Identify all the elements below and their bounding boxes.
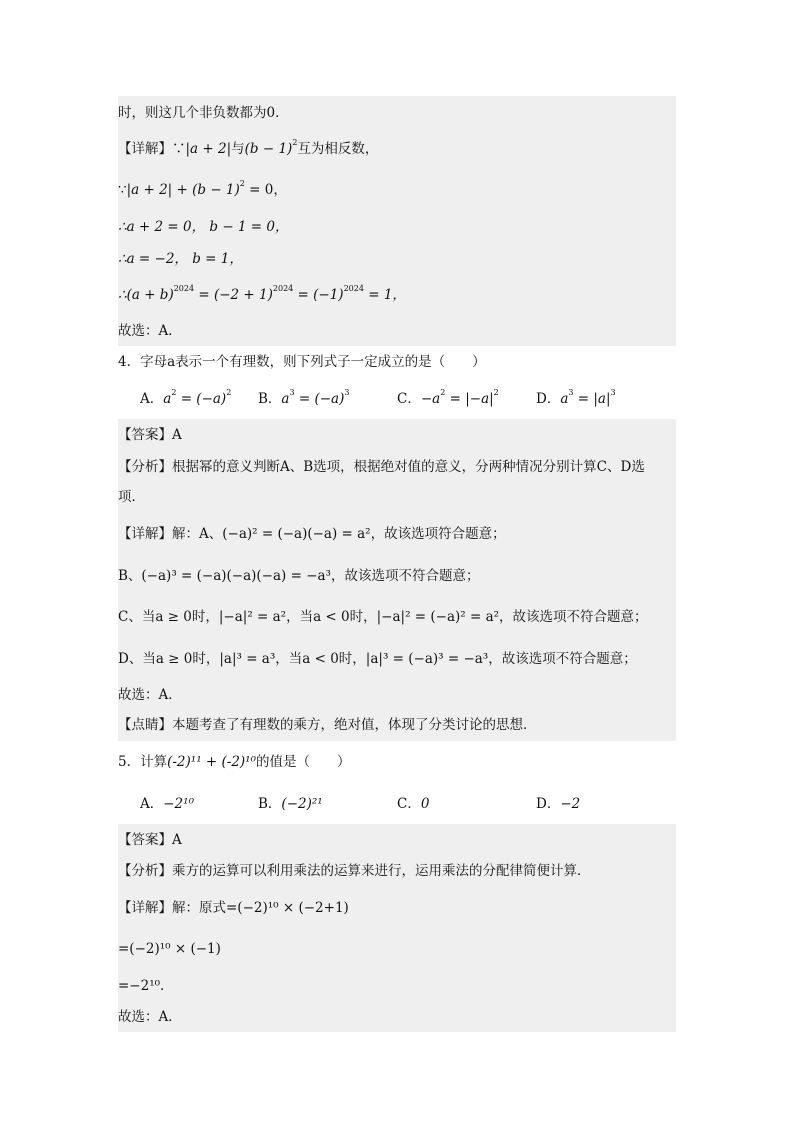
detail-line-1: 【详解】∵|a + 2|与$(b - 1)^2$互为相反数， xyxy=(118,138,379,157)
detail-line-5: ∴(a + $b)^{2024} = (-2 + 1)^{2024} = (-1)^{2024} = 1$， xyxy=(118,284,406,303)
q4-analysis-1: 【分析】根据幂的意义判断A、B选项，根据绝对值的意义，分两种情况分别计算C、D选 xyxy=(118,459,645,475)
q4-option-b: B．$a^3 = (-a)^3$ xyxy=(258,388,350,407)
q4-detail-1: 【详解】解：A、(−a)² = (−a)(−a) = a²，故该选项符合题意； xyxy=(118,526,506,542)
q5-option-c: C．0 xyxy=(397,796,430,812)
q5-option-b: B．(−2)²¹ xyxy=(258,796,323,812)
q5-option-d: D．−2 xyxy=(536,796,581,812)
q5-detail-1: 【详解】解：原式=(−2)¹⁰ × (−2+1) xyxy=(118,900,349,916)
solution-tail: 时，则这几个非负数都为0． xyxy=(118,105,289,121)
q4-analysis-2: 项． xyxy=(118,489,145,505)
detail-line-4: ∴a = −2， b = 1， xyxy=(118,251,243,267)
q4-detail-4: D、当a ≥ 0时，|a|³ = a³，当a < 0时，|a|³ = (−a)³ = −a³，故该选项不符合题意； xyxy=(118,651,637,667)
q5-stem: 5．计算(-2)¹¹ + (-2)¹⁰的值是（ ） xyxy=(118,754,351,770)
q5-option-a: A．−2¹⁰ xyxy=(140,796,194,812)
q5-answer: 【答案】A xyxy=(118,832,182,848)
q5-analysis: 【分析】乘方的运算可以利用乘法的运算来进行，运用乘法的分配律简便计算． xyxy=(118,863,591,879)
q4-stem: 4．字母a表示一个有理数，则下列式子一定成立的是（ ） xyxy=(118,354,486,370)
detail-line-2: ∵|a + $2| + (b - 1)^2 = 0$， xyxy=(118,179,287,198)
q4-detail-3: C、当a ≥ 0时，|−a|² = a²，当a < 0时，|−a|² = (−a)² = a²，故该选项不符合题意； xyxy=(118,609,648,625)
detail-line-3: ∴a + 2 = 0， b − 1 = 0， xyxy=(118,219,289,235)
q4-option-c: C．$-a^2 = |-a|^2$ xyxy=(397,388,499,407)
q4-choose: 故选：A． xyxy=(118,687,182,703)
q5-detail-3: =−2¹⁰． xyxy=(118,978,174,994)
q4-option-a: A．$a^2 = (-a)^2$ xyxy=(140,388,232,407)
q5-choose: 故选：A． xyxy=(118,1009,182,1025)
q4-detail-2: B、(−a)³ = (−a)(−a)(−a) = −a³，故该选项不符合题意； xyxy=(118,568,480,584)
q4-answer: 【答案】A xyxy=(118,427,182,443)
q5-detail-2: =(−2)¹⁰ × (−1) xyxy=(118,941,221,957)
q4-comment: 【点睛】本题考查了有理数的乘方，绝对值，体现了分类讨论的思想． xyxy=(118,717,537,733)
choose-prev: 故选：A． xyxy=(118,323,182,339)
solution-block-q5 xyxy=(118,824,676,1032)
q4-option-d: D．$a^3 = |a|^3$ xyxy=(536,388,616,407)
